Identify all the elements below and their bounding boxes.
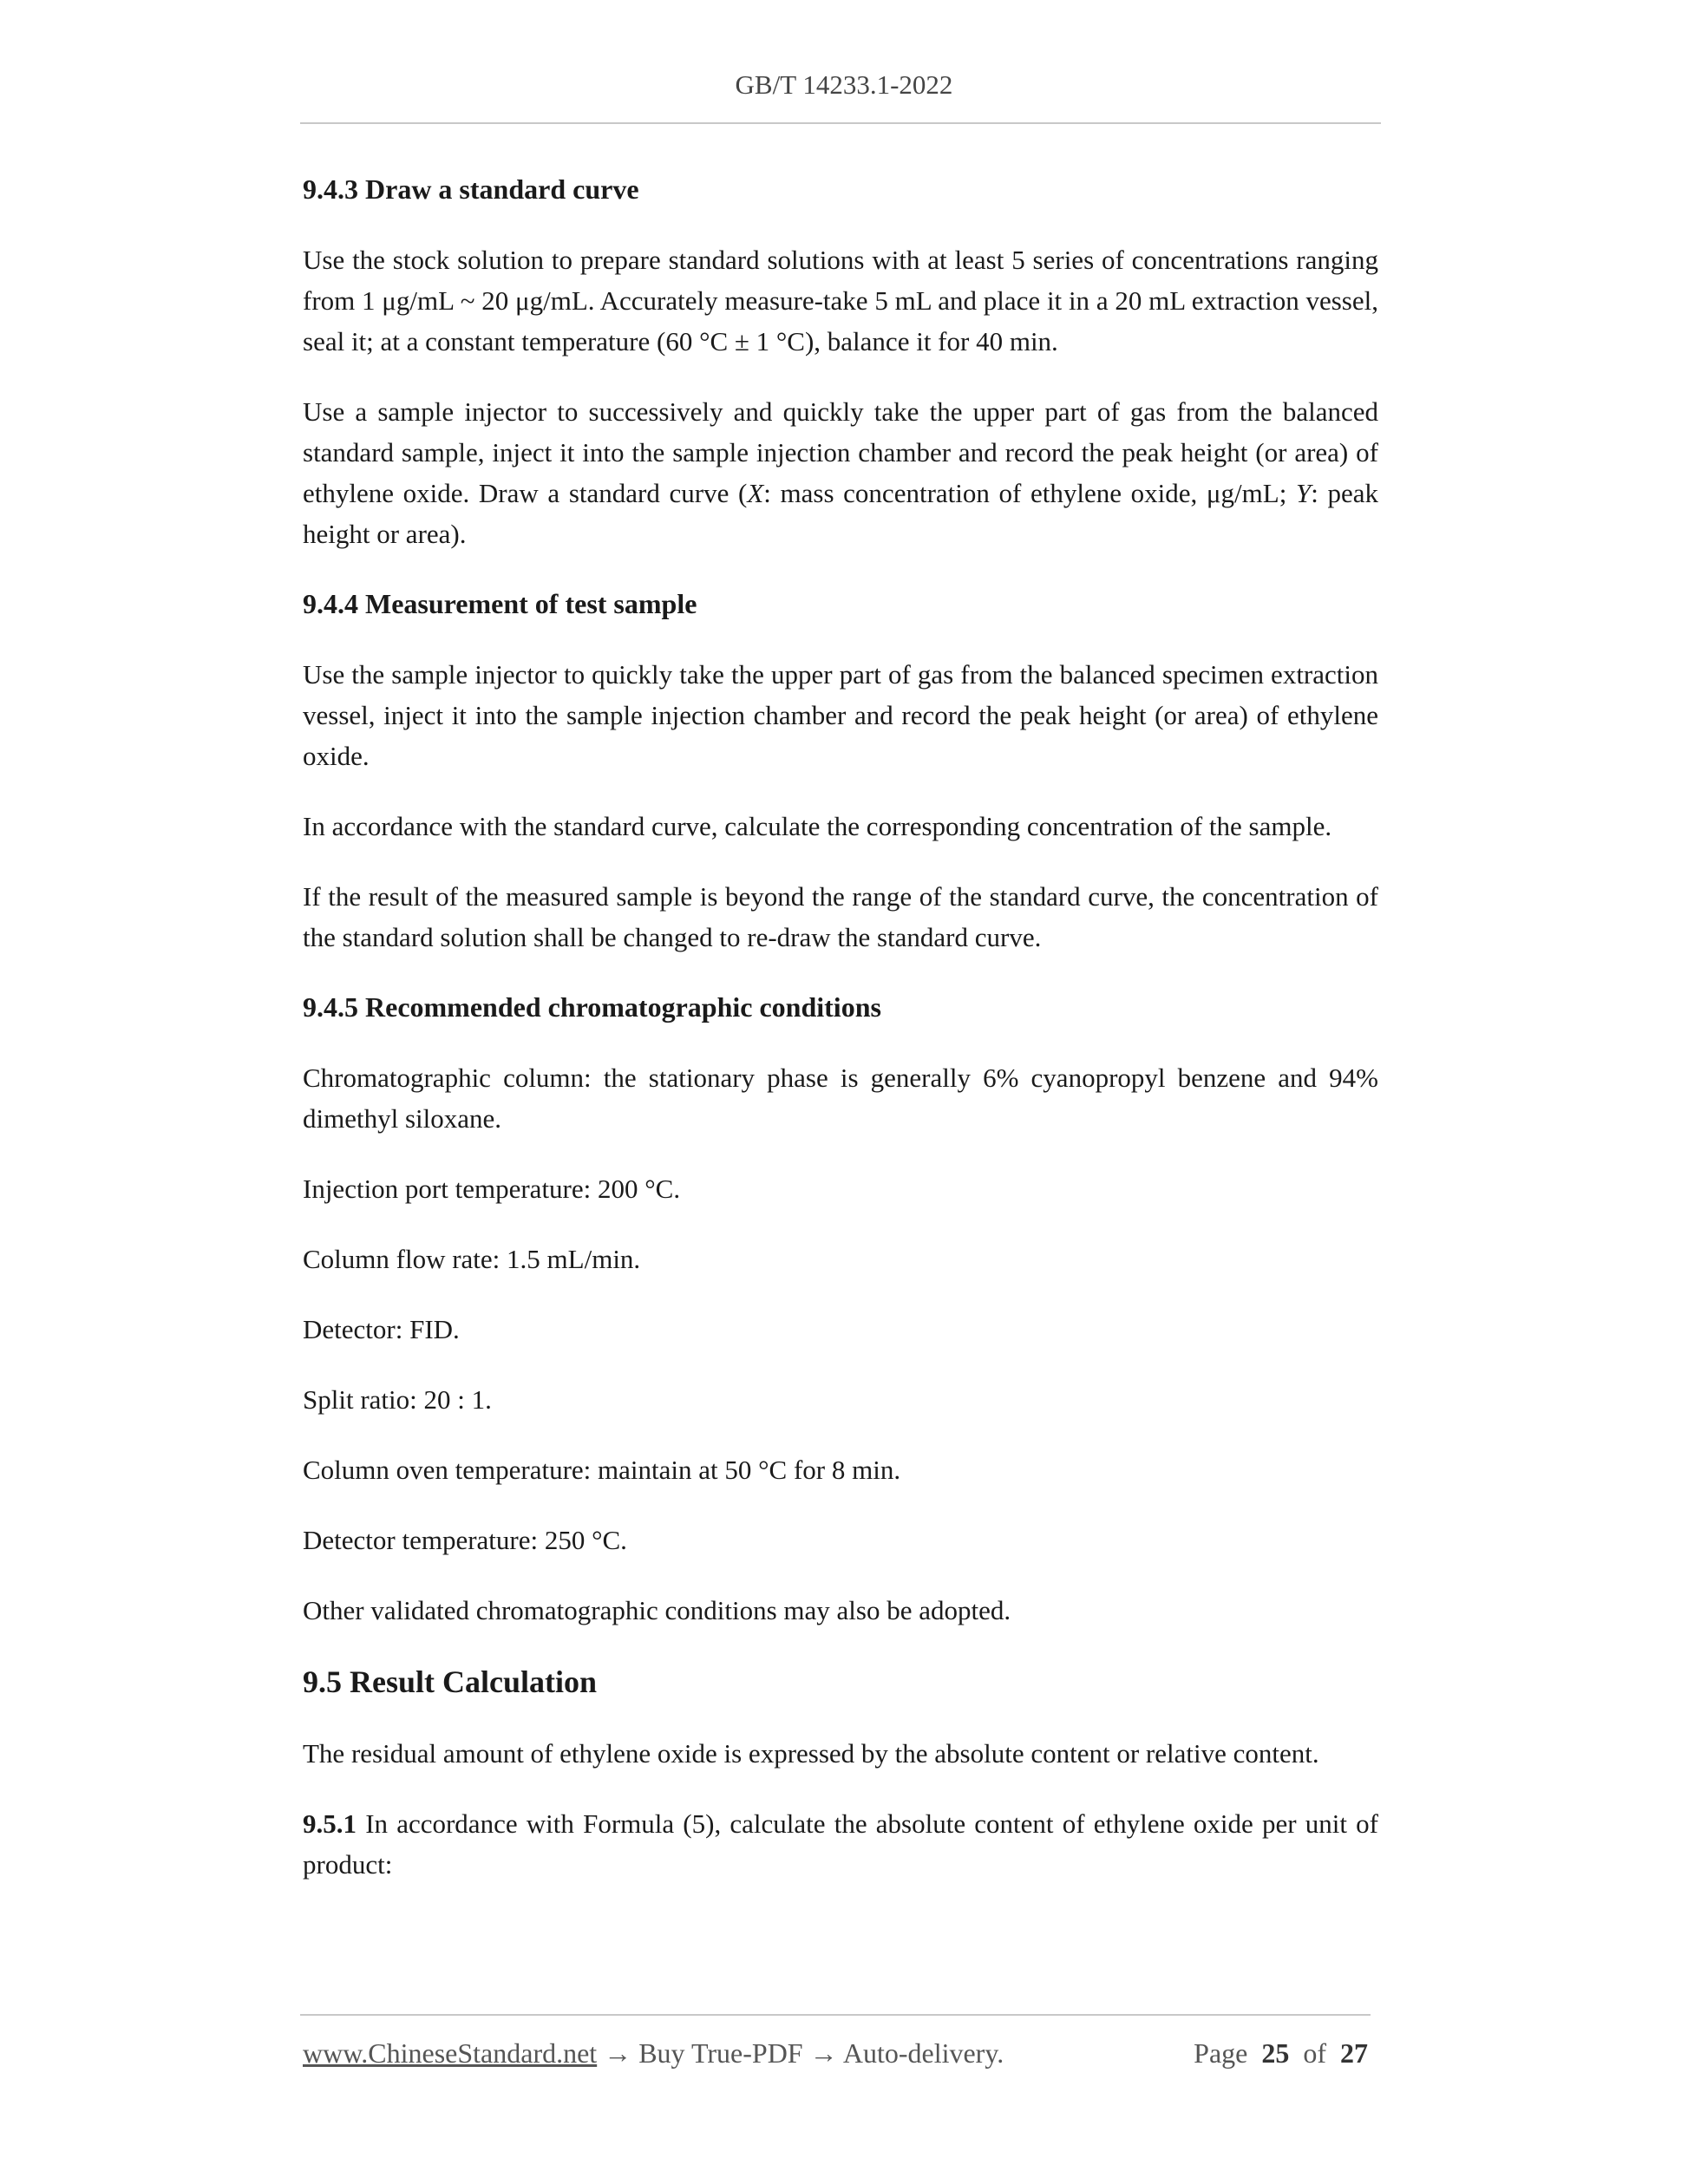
footer-divider xyxy=(300,2014,1371,2016)
text-run: : mass concentration of ethylene oxide, μg/mL; xyxy=(763,478,1296,508)
paragraph xyxy=(303,1803,1378,1885)
section-heading-9-5: 9.5 Result Calculation xyxy=(303,1664,598,1699)
delivery-text: Auto-delivery. xyxy=(842,2037,1004,2069)
section-heading-9-4-3: 9.4.3 Draw a standard curve xyxy=(303,173,639,205)
of-word: of xyxy=(1303,2037,1326,2069)
paragraph: Injection port temperature: 200 °C. xyxy=(303,1174,681,1204)
paragraph: Chromatographic column: the stationary phase is generally 6% cyanopropyl benzene and 94% dimethyl siloxane. xyxy=(303,1063,1378,1134)
paragraph: Split ratio: 20 : 1. xyxy=(303,1384,492,1415)
paragraph: Detector temperature: 250 °C. xyxy=(303,1525,627,1555)
paragraph: Column oven temperature: maintain at 50 °C for 8 min. xyxy=(303,1455,901,1485)
buy-text: Buy True-PDF xyxy=(638,2037,803,2069)
site-link[interactable]: www.ChineseStandard.net xyxy=(303,2037,598,2069)
page-number xyxy=(1194,2034,1368,2072)
paragraph: Use the sample injector to quickly take the upper part of gas from the balanced specimen extraction vessel, inject it into the sample injection chamber and record the peak height (or area) of ethylene oxide. xyxy=(303,659,1378,771)
section-heading-9-4-4: 9.4.4 Measurement of test sample xyxy=(303,588,697,619)
running-header: GB/T 14233.1-2022 xyxy=(735,69,953,100)
paragraph: Other validated chromatographic conditions may also be adopted. xyxy=(303,1595,1011,1625)
paragraph: In accordance with the standard curve, calculate the corresponding concentration of the sample. xyxy=(303,811,1332,841)
paragraph: If the result of the measured sample is beyond the range of the standard curve, the concentration of the standard solution shall be changed to re-draw the standard curve. xyxy=(303,881,1378,952)
paragraph: The residual amount of ethylene oxide is expressed by the absolute content or relative content. xyxy=(303,1738,1319,1769)
footer-promo xyxy=(303,2034,1004,2072)
total-pages: 27 xyxy=(1340,2037,1368,2069)
text-run: In accordance with Formula (5), calculate the absolute content of ethylene oxide per unit of product: xyxy=(303,1808,1378,1880)
variable-x: X xyxy=(747,478,764,508)
document-body xyxy=(303,169,1378,1914)
header-divider xyxy=(300,122,1381,124)
arrow-icon: → xyxy=(802,2037,843,2069)
arrow-icon: → xyxy=(597,2037,639,2069)
text-run: Use a sample injector to successively and quickly take the upper part of gas from the balanced standard sample, inject it into the sample injection chamber and record the peak height (or area) of ethylene oxide. Draw a standard curve ( xyxy=(303,396,1378,508)
paragraph: Use the stock solution to prepare standard solutions with at least 5 series of concentrations ranging from 1 μg/mL ~ 20 μg/mL. Accurately measure-take 5 mL and place it in a 20 mL extraction vessel, seal it; at a constant temperature (60 °C ± 1 °C), balance it for 40 min. xyxy=(303,245,1378,356)
paragraph xyxy=(303,391,1378,554)
section-heading-9-4-5: 9.4.5 Recommended chromatographic conditions xyxy=(303,991,881,1023)
current-page: 25 xyxy=(1261,2037,1290,2069)
paragraph: Column flow rate: 1.5 mL/min. xyxy=(303,1244,641,1274)
variable-y: Y xyxy=(1295,478,1312,508)
clause-number: 9.5.1 xyxy=(303,1808,357,1839)
page-word: Page xyxy=(1194,2037,1248,2069)
text-run: : peak height or area). xyxy=(303,478,1378,549)
paragraph: Detector: FID. xyxy=(303,1314,460,1344)
